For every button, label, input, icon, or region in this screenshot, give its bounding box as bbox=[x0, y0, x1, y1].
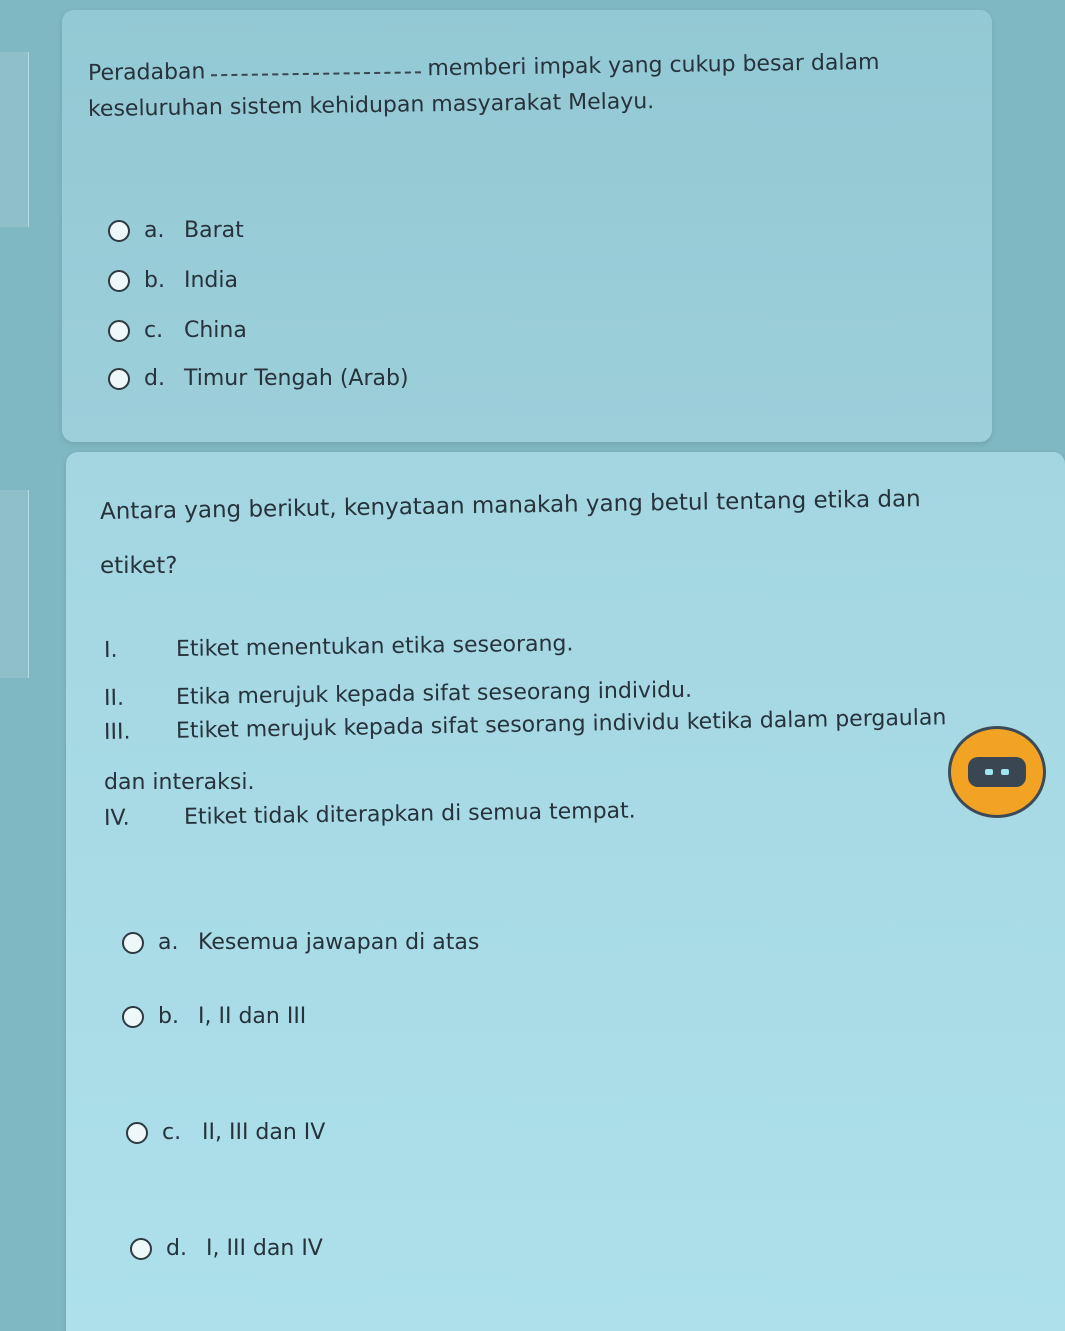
radio-button[interactable] bbox=[108, 368, 130, 390]
question-2-line-1: Antara yang berikut, kenyataan manakah yang betul tentang etika dan bbox=[99, 486, 921, 525]
question-1-text-after-blank: memberi impak yang cukup besar dalam bbox=[427, 49, 880, 82]
question-1-line-2: keseluruhan sistem kehidupan masyarakat Melayu. bbox=[87, 89, 655, 122]
question-2-option-c[interactable] bbox=[126, 1120, 325, 1145]
question-card-2 bbox=[66, 452, 1065, 1331]
option-letter: d. bbox=[166, 1236, 187, 1261]
radio-button[interactable] bbox=[108, 320, 130, 342]
option-letter: c. bbox=[144, 318, 164, 343]
left-edge-panel-bottom bbox=[0, 490, 29, 678]
robot-eye bbox=[1001, 769, 1009, 775]
question-1-option-a[interactable] bbox=[108, 218, 244, 243]
radio-button[interactable] bbox=[108, 220, 130, 242]
option-label: India bbox=[184, 268, 238, 293]
radio-button[interactable] bbox=[108, 270, 130, 292]
statement-text: Etiket menentukan etika seseorang. bbox=[175, 631, 574, 662]
question-1-option-d[interactable] bbox=[108, 366, 409, 391]
robot-face bbox=[968, 757, 1026, 787]
radio-button[interactable] bbox=[122, 932, 144, 954]
option-label: Timur Tengah (Arab) bbox=[184, 366, 409, 391]
question-2-option-d[interactable] bbox=[130, 1236, 323, 1261]
option-label: China bbox=[184, 318, 247, 343]
robot-assistant-icon[interactable] bbox=[948, 726, 1046, 818]
question-2-line-2: etiket? bbox=[100, 553, 178, 579]
option-letter: c. bbox=[162, 1120, 182, 1145]
option-label: II, III dan IV bbox=[202, 1120, 326, 1145]
statement-text: dan interaksi. bbox=[104, 770, 255, 795]
question-2-option-a[interactable] bbox=[122, 930, 479, 955]
question-1-option-b[interactable] bbox=[108, 268, 238, 293]
question-2-option-b[interactable] bbox=[122, 1004, 306, 1029]
question-1-option-c[interactable] bbox=[108, 318, 247, 343]
option-label: I, III dan IV bbox=[206, 1236, 323, 1261]
option-letter: a. bbox=[144, 218, 165, 243]
radio-button[interactable] bbox=[122, 1006, 144, 1028]
option-label: I, II dan III bbox=[198, 1004, 307, 1029]
option-label: Barat bbox=[184, 218, 244, 243]
option-label: Kesemua jawapan di atas bbox=[198, 930, 480, 955]
left-edge-panel-top bbox=[0, 52, 29, 227]
statement-number: I. bbox=[103, 637, 118, 663]
statement-text: Etiket tidak diterapkan di semua tempat. bbox=[183, 798, 636, 830]
question-1-blank bbox=[211, 71, 421, 76]
option-letter: b. bbox=[158, 1004, 179, 1029]
statement-3-continuation bbox=[104, 770, 254, 795]
option-letter: a. bbox=[158, 930, 179, 955]
statement-text: Etika merujuk kepada sifat seseorang individu. bbox=[175, 677, 693, 710]
question-1-text-before-blank: Peradaban bbox=[87, 59, 206, 86]
statement-text: Etiket merujuk kepada sifat sesorang individu ketika dalam pergaulan bbox=[175, 705, 947, 744]
statement-number: IV. bbox=[103, 805, 130, 831]
radio-button[interactable] bbox=[126, 1122, 148, 1144]
option-letter: b. bbox=[144, 268, 165, 293]
statement-number: III. bbox=[103, 719, 131, 745]
radio-button[interactable] bbox=[130, 1238, 152, 1260]
option-letter: d. bbox=[144, 366, 165, 391]
robot-eye bbox=[985, 769, 993, 775]
statement-number: II. bbox=[103, 685, 125, 711]
